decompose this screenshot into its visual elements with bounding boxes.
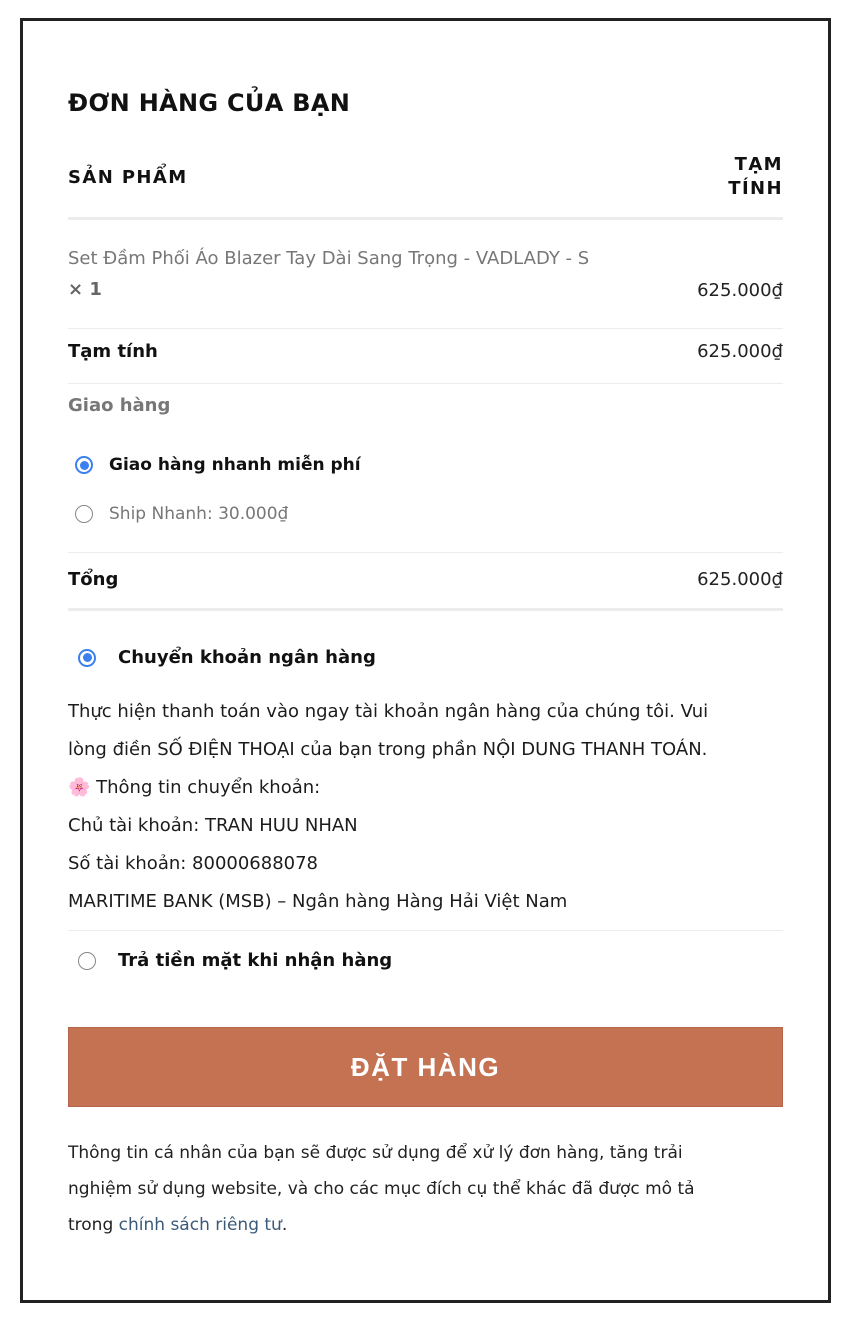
cart-item-price: 625.000₫: [697, 280, 783, 301]
radio-checked-icon[interactable]: [78, 649, 96, 667]
privacy-line3-prefix: trong: [68, 1215, 119, 1235]
bank-transfer-description: [68, 693, 783, 921]
cart-item-name-block: [68, 243, 658, 305]
bank-desc-line1: Thực hiện thanh toán vào ngay tài khoản ngân hàng của chúng tôi. Vui: [68, 701, 709, 722]
radio-unchecked-icon[interactable]: [78, 952, 96, 970]
privacy-line3: [68, 1207, 783, 1243]
item-divider: [68, 328, 783, 329]
radio-unchecked-icon[interactable]: [75, 505, 93, 523]
radio-checked-icon[interactable]: [75, 456, 93, 474]
subtotal-label: Tạm tính: [68, 341, 158, 362]
shipping-divider: [68, 552, 783, 553]
column-subtotal: [728, 153, 783, 201]
payment-method-cod[interactable]: [78, 950, 392, 971]
column-product: SẢN PHẨM: [68, 167, 188, 188]
payment-divider: [68, 930, 783, 931]
privacy-line3-suffix: .: [281, 1215, 288, 1235]
privacy-notice: [68, 1135, 783, 1243]
order-review-panel: [20, 18, 831, 1303]
shipping-option-free[interactable]: [75, 455, 361, 475]
subtotal-value: 625.000₫: [697, 341, 783, 362]
payment-bank-transfer-label: Chuyển khoản ngân hàng: [118, 647, 376, 668]
privacy-policy-link[interactable]: chính sách riêng tư: [118, 1215, 282, 1235]
order-table-header: [68, 153, 783, 223]
place-order-button[interactable]: ĐẶT HÀNG: [68, 1027, 783, 1107]
cart-item-qty: × 1: [68, 279, 102, 300]
bank-desc-line2: lòng điền SỐ ĐIỆN THOẠI của bạn trong phần NỘI DUNG THANH TOÁN.: [68, 739, 708, 760]
subtotal-divider: [68, 383, 783, 384]
order-heading: ĐƠN HÀNG CỦA BẠN: [68, 89, 351, 117]
payment-method-bank-transfer[interactable]: [78, 647, 376, 668]
flower-icon: 🌸: [68, 777, 91, 798]
payment-cod-label: Trả tiền mặt khi nhận hàng: [118, 950, 393, 971]
account-holder: Chủ tài khoản: TRAN HUU NHAN: [68, 815, 358, 836]
shipping-option-express-label: Ship Nhanh: 30.000₫: [109, 504, 289, 524]
privacy-line1: Thông tin cá nhân của bạn sẽ được sử dụng để xử lý đơn hàng, tăng trải: [68, 1143, 683, 1163]
bank-name: MARITIME BANK (MSB) – Ngân hàng Hàng Hải Việt Nam: [68, 891, 568, 912]
total-label: Tổng: [68, 569, 119, 590]
shipping-option-express[interactable]: [75, 504, 288, 524]
total-row: [68, 569, 783, 599]
header-divider: [68, 217, 783, 220]
shipping-option-free-label: Giao hàng nhanh miễn phí: [109, 455, 361, 475]
privacy-line2: nghiệm sử dụng website, và cho các mục đích cụ thể khác đã được mô tả: [68, 1179, 695, 1199]
total-divider: [68, 608, 783, 611]
cart-item-name: Set Đầm Phối Áo Blazer Tay Dài Sang Trọng - VADLADY - S: [68, 248, 590, 269]
subtotal-row: [68, 341, 783, 371]
shipping-title: Giao hàng: [68, 395, 171, 416]
column-subtotal-line1: TẠM: [734, 154, 783, 175]
account-number: Số tài khoản: 80000688078: [68, 853, 319, 874]
total-value: 625.000₫: [697, 569, 783, 590]
bank-info-heading: [68, 769, 783, 807]
cart-item-row: [68, 243, 783, 323]
bank-info-title: Thông tin chuyển khoản:: [90, 777, 321, 798]
column-subtotal-line2: TÍNH: [728, 178, 783, 199]
